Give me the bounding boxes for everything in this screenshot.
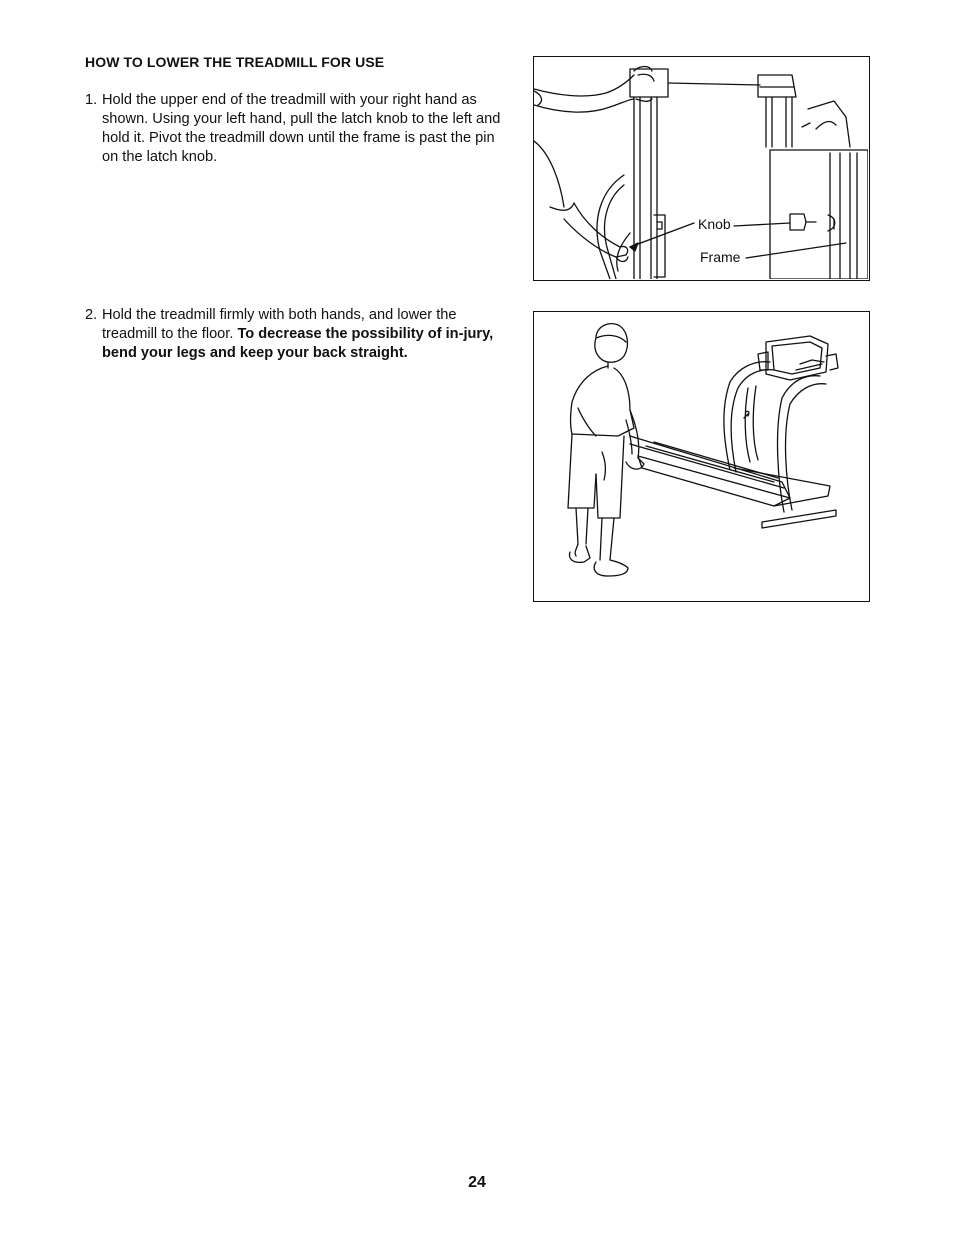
section-heading: HOW TO LOWER THE TREADMILL FOR USE <box>85 54 385 70</box>
latch-knob-illustration <box>534 57 868 279</box>
frame-callout-label: Frame <box>700 249 741 265</box>
safety-warning-text: To decrease the possibility of in-jury, bend your legs and keep your back straight. <box>102 326 494 361</box>
step-text: Hold the treadmill firmly with both hands, and lower the treadmill to the floor. <box>102 307 457 342</box>
page-number: 24 <box>468 1174 486 1191</box>
instruction-step-1 <box>85 91 505 167</box>
step-text: Hold the upper end of the treadmill with your right hand as shown. Using your left hand, pull the latch knob to the left and hold it. Pivot the treadmill down until the frame is past the pin on the latch knob. <box>102 92 501 165</box>
figure-latch-knob <box>533 56 870 281</box>
step-text-block <box>102 91 505 167</box>
lowering-treadmill-illustration <box>534 312 868 600</box>
step-number: 2. <box>85 307 98 323</box>
instruction-step-2 <box>85 306 505 363</box>
step-text-block <box>102 306 505 363</box>
figure-lowering-treadmill <box>533 311 870 602</box>
step-number: 1. <box>85 92 98 108</box>
knob-callout-label: Knob <box>698 216 731 232</box>
